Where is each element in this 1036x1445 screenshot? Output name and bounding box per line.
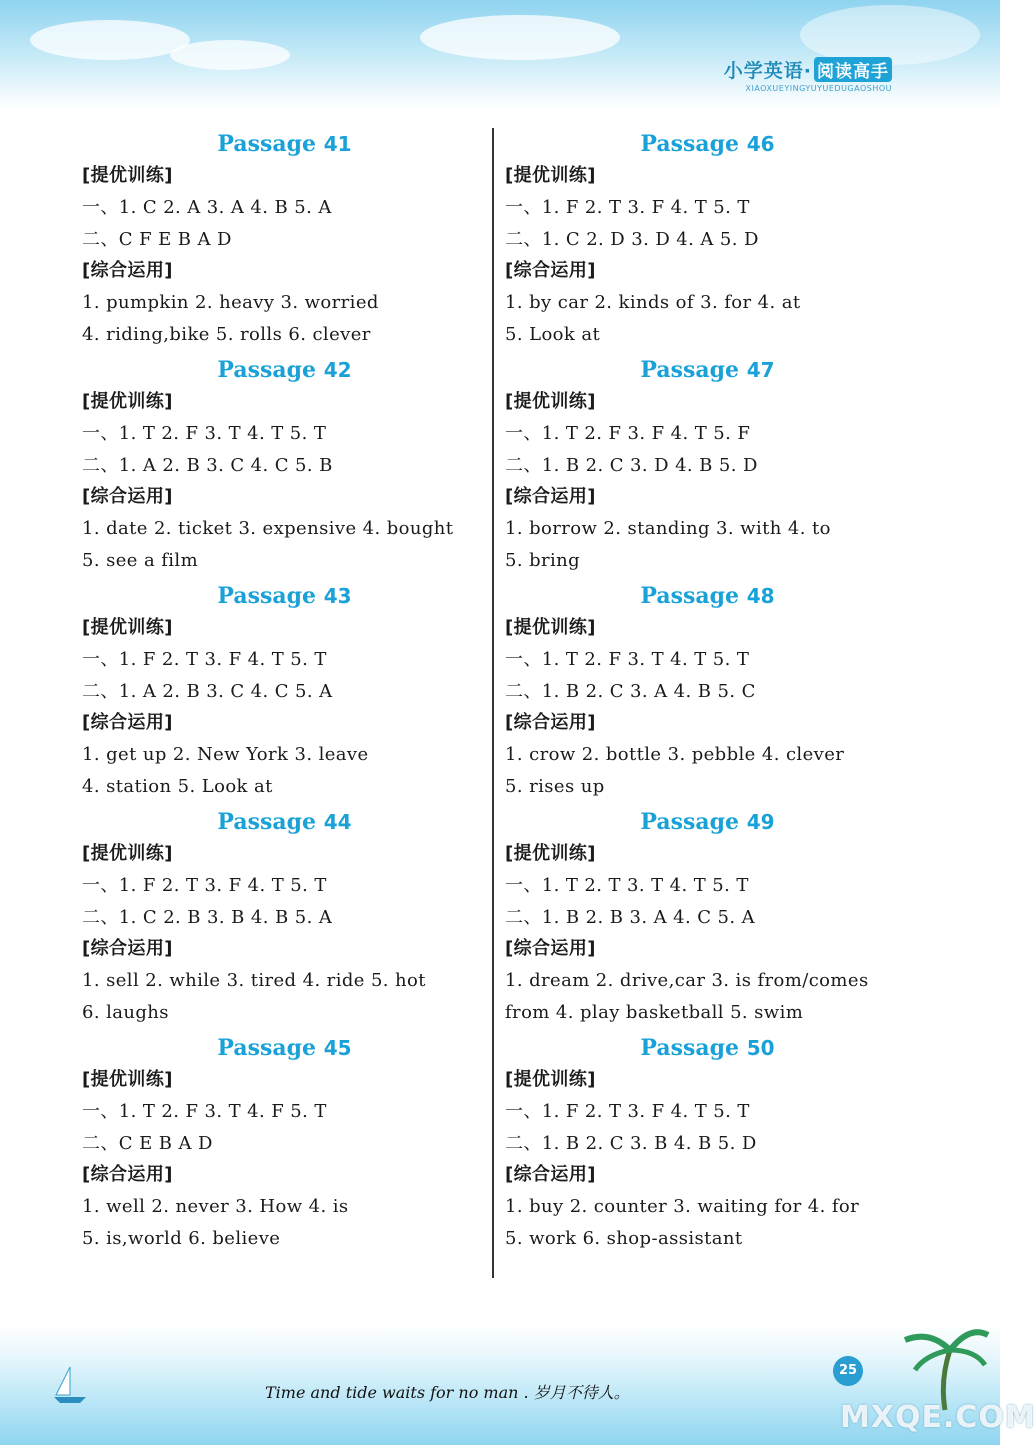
passage-title <box>82 1032 487 1064</box>
sailboat-icon <box>50 1365 90 1405</box>
section-heading: [综合运用] <box>505 260 596 282</box>
brand-pinyin: XIAOXUEYINGYUYUEDUGAOSHOU <box>745 84 892 93</box>
section-heading: [综合运用] <box>505 1164 596 1186</box>
brand-highlight: 阅读高手 <box>814 57 892 82</box>
section-heading: [综合运用] <box>82 486 173 508</box>
answer-line: 二、1. C 2. B 3. B 4. B 5. A <box>82 906 333 928</box>
answer-line: 1. pumpkin 2. heavy 3. worried <box>82 292 379 314</box>
answer-line: 5. rises up <box>505 775 605 797</box>
passage-block <box>82 1032 487 1258</box>
passage-number: 42 <box>323 358 352 382</box>
answer-line: 二、1. B 2. C 3. B 4. B 5. D <box>505 1132 757 1154</box>
answer-line: 1. by car 2. kinds of 3. for 4. at <box>505 292 801 314</box>
passage-title <box>82 354 487 386</box>
answer-line: 一、1. T 2. F 3. T 4. T 5. T <box>82 422 327 444</box>
passage-title-label: Passage <box>640 131 740 157</box>
left-column <box>82 128 487 1258</box>
answer-line: 1. date 2. ticket 3. expensive 4. bought <box>82 518 454 540</box>
answer-line: 二、1. B 2. B 3. A 4. C 5. A <box>505 906 755 928</box>
section-heading: [综合运用] <box>82 938 173 960</box>
answer-line: 二、1. A 2. B 3. C 4. C 5. A <box>82 680 333 702</box>
passage-title <box>505 1032 910 1064</box>
answer-line: 1. crow 2. bottle 3. pebble 4. clever <box>505 744 845 766</box>
answer-line: from 4. play basketball 5. swim <box>505 1001 804 1023</box>
section-heading: [提优训练] <box>82 843 173 864</box>
passage-block <box>82 580 487 806</box>
palm-tree-icon <box>900 1320 990 1410</box>
brand-title <box>724 56 892 83</box>
header-banner <box>0 0 1000 110</box>
footer-motto: Time and tide waits for no man . 岁月不待人。 <box>265 1383 630 1402</box>
answer-line: 1. well 2. never 3. How 4. is <box>82 1196 349 1218</box>
answer-line: 二、1. B 2. C 3. D 4. B 5. D <box>505 454 758 476</box>
passage-block <box>82 128 487 354</box>
section-heading: [综合运用] <box>505 712 596 734</box>
cloud-decoration <box>30 20 190 60</box>
passage-block <box>505 1032 910 1258</box>
section-heading: [提优训练] <box>505 617 596 638</box>
answer-line: 1. dream 2. drive,car 3. is from/comes <box>505 970 869 992</box>
section-heading: [综合运用] <box>505 938 596 960</box>
passage-title <box>82 580 487 612</box>
answer-line: 4. riding,bike 5. rolls 6. clever <box>82 323 371 345</box>
answer-line: 一、1. T 2. F 3. F 4. T 5. F <box>505 422 751 444</box>
answer-line: 二、1. C 2. D 3. D 4. A 5. D <box>505 228 759 250</box>
answer-line: 5. Look at <box>505 323 601 345</box>
passage-block <box>82 806 487 1032</box>
passage-title <box>82 806 487 838</box>
section-heading: [提优训练] <box>82 391 173 412</box>
cloud-decoration <box>420 15 620 60</box>
answer-line: 1. buy 2. counter 3. waiting for 4. for <box>505 1196 860 1218</box>
answer-line: 二、C F E B A D <box>82 228 232 250</box>
answer-line: 1. sell 2. while 3. tired 4. ride 5. hot <box>82 970 426 992</box>
passage-block <box>505 354 910 580</box>
answer-line: 一、1. C 2. A 3. A 4. B 5. A <box>82 196 332 218</box>
right-column <box>505 128 910 1258</box>
passage-title <box>505 806 910 838</box>
answer-line: 二、1. A 2. B 3. C 4. C 5. B <box>82 454 333 476</box>
passage-title <box>505 354 910 386</box>
passage-title-label: Passage <box>640 809 740 835</box>
section-heading: [提优训练] <box>505 165 596 186</box>
section-heading: [综合运用] <box>505 486 596 508</box>
passage-title-label: Passage <box>640 357 740 383</box>
answer-line: 4. station 5. Look at <box>82 775 273 797</box>
passage-title-label: Passage <box>640 583 740 609</box>
passage-number: 50 <box>746 1036 775 1060</box>
answer-line: 5. bring <box>505 549 581 571</box>
section-heading: [提优训练] <box>82 617 173 638</box>
answer-line: 5. is,world 6. believe <box>82 1227 281 1249</box>
passage-block <box>82 354 487 580</box>
passage-title <box>505 128 910 160</box>
answer-line: 一、1. F 2. T 3. F 4. T 5. T <box>82 874 327 896</box>
answer-line: 1. borrow 2. standing 3. with 4. to <box>505 518 831 540</box>
passage-number: 44 <box>323 810 352 834</box>
cloud-decoration <box>170 40 290 70</box>
passage-block <box>505 128 910 354</box>
passage-number: 48 <box>746 584 775 608</box>
passage-block <box>505 806 910 1032</box>
section-heading: [综合运用] <box>82 260 173 282</box>
passage-title-label: Passage <box>217 1035 317 1061</box>
page-number-badge: 25 <box>833 1356 863 1386</box>
section-heading: [提优训练] <box>82 165 173 186</box>
answer-line: 一、1. T 2. F 3. T 4. T 5. T <box>505 648 750 670</box>
passage-title-label: Passage <box>217 809 317 835</box>
section-heading: [提优训练] <box>505 391 596 412</box>
passage-number: 45 <box>323 1036 352 1060</box>
answer-line: 二、1. B 2. C 3. A 4. B 5. C <box>505 680 756 702</box>
passage-title-label: Passage <box>217 357 317 383</box>
passage-number: 46 <box>746 132 775 156</box>
passage-title-label: Passage <box>217 583 317 609</box>
series-brand <box>724 56 892 93</box>
section-heading: [综合运用] <box>82 1164 173 1186</box>
brand-title-text: 小学英语· <box>723 60 812 82</box>
answer-line: 一、1. F 2. T 3. F 4. T 5. T <box>505 196 750 218</box>
passage-number: 49 <box>746 810 775 834</box>
answer-line: 6. laughs <box>82 1001 169 1023</box>
passage-title-label: Passage <box>640 1035 740 1061</box>
answer-line: 一、1. T 2. F 3. T 4. F 5. T <box>82 1100 327 1122</box>
section-heading: [提优训练] <box>82 1069 173 1090</box>
passage-number: 47 <box>746 358 775 382</box>
answer-line: 5. work 6. shop-assistant <box>505 1227 743 1249</box>
passage-title <box>82 128 487 160</box>
section-heading: [综合运用] <box>82 712 173 734</box>
passage-title <box>505 580 910 612</box>
passage-title-label: Passage <box>217 131 317 157</box>
passage-number: 43 <box>323 584 352 608</box>
answer-line: 1. get up 2. New York 3. leave <box>82 744 369 766</box>
answer-line: 一、1. T 2. T 3. T 4. T 5. T <box>505 874 749 896</box>
watermark: MXQE.COM <box>840 1400 1036 1435</box>
answer-line: 二、C E B A D <box>82 1132 213 1154</box>
answer-line: 5. see a film <box>82 549 199 571</box>
answer-line: 一、1. F 2. T 3. F 4. T 5. T <box>82 648 327 670</box>
passage-number: 41 <box>323 132 352 156</box>
answer-line: 一、1. F 2. T 3. F 4. T 5. T <box>505 1100 750 1122</box>
section-heading: [提优训练] <box>505 843 596 864</box>
column-divider <box>492 128 494 1278</box>
section-heading: [提优训练] <box>505 1069 596 1090</box>
passage-block <box>505 580 910 806</box>
